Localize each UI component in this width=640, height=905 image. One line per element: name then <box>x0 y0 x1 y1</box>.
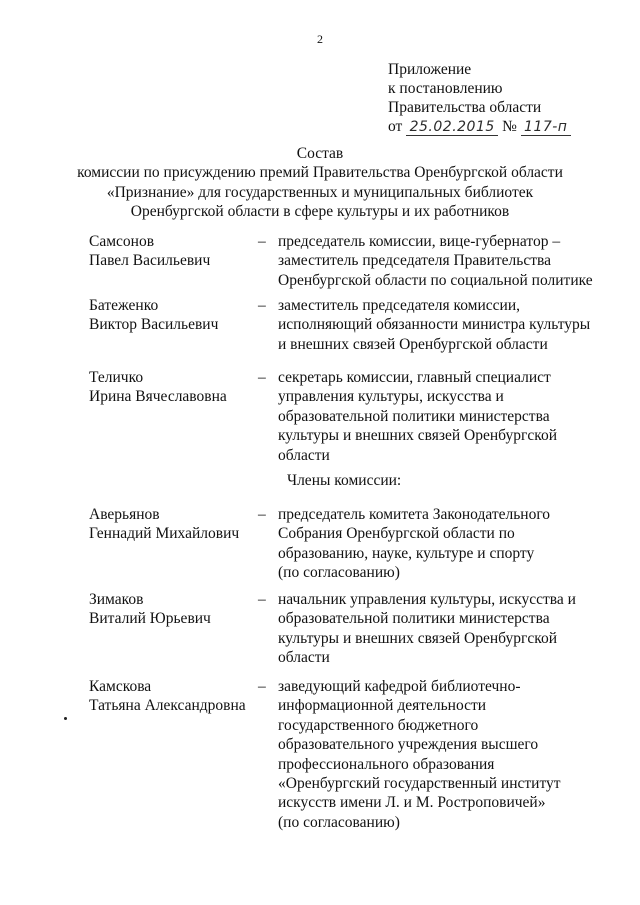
role-line: образовательного учреждения высшего <box>278 736 539 754</box>
position-description <box>278 677 608 832</box>
appendix-line-2: к постановлению <box>388 80 503 97</box>
person-name <box>89 505 239 544</box>
role-line: профессионального образования <box>278 755 495 773</box>
role-line: образованию, науке, культуре и спорту <box>278 544 535 562</box>
surname: Аверьянов <box>89 506 160 523</box>
date-prefix: от <box>388 118 403 135</box>
document-title <box>40 144 600 222</box>
members-heading: Члены комиссии: <box>287 472 402 489</box>
dash-separator: – <box>258 369 266 386</box>
dash-separator: – <box>258 506 266 523</box>
role-line: председатель комитета Законодательного <box>278 506 551 523</box>
role-line: заместитель председателя Правительства <box>278 252 552 270</box>
number-prefix: № <box>502 118 517 135</box>
role-line: начальник управления культуры, искусства и <box>278 591 576 608</box>
surname: Теличко <box>89 369 144 386</box>
scan-speck <box>64 717 67 720</box>
position-description <box>278 590 608 668</box>
role-line: заместитель председателя комиссии, <box>278 297 520 314</box>
role-line: (по согласованию) <box>278 813 400 831</box>
person-name <box>89 232 210 271</box>
role-line: искусств имени Л. и М. Ростроповичей» <box>278 794 546 812</box>
person-name <box>89 590 211 629</box>
role-line: Оренбургской области по социальной политике <box>278 271 593 289</box>
role-line: секретарь комиссии, главный специалист <box>278 369 551 386</box>
appendix-line-1: Приложение <box>388 61 472 78</box>
given-names: Павел Васильевич <box>89 252 211 270</box>
person-name <box>89 677 246 716</box>
position-description <box>278 505 608 583</box>
person-name <box>89 368 227 407</box>
appendix-date-line <box>388 117 571 136</box>
page-number: 2 <box>317 32 323 46</box>
role-line: информационной деятельности <box>278 697 487 715</box>
role-line: исполняющий обязанности министра культуры <box>278 316 591 334</box>
role-line: председатель комиссии, вице-губернатор – <box>278 233 561 250</box>
title-line-4: Оренбургской области в сфере культуры и их работников <box>130 203 510 221</box>
role-line: управления культуры, искусства и <box>278 388 504 406</box>
title-line-1: Состав <box>296 145 344 162</box>
role-line: и внешних связей Оренбургской области <box>278 335 548 353</box>
position-description <box>278 232 608 290</box>
appendix-line-3: Правительства области <box>388 99 542 116</box>
appendix-block <box>388 60 571 136</box>
position-description <box>278 296 608 354</box>
role-line: области <box>278 446 330 464</box>
surname: Зимаков <box>89 591 144 608</box>
given-names: Виктор Васильевич <box>89 316 219 334</box>
title-line-3: «Признание» для государственных и муниципальных библиотек <box>106 183 534 201</box>
given-names: Ирина Вячеславовна <box>89 388 227 406</box>
role-line: образовательной политики министерства <box>278 407 550 425</box>
position-description <box>278 368 608 465</box>
given-names: Татьяна Александровна <box>89 697 246 715</box>
given-names: Геннадий Михайлович <box>89 525 240 543</box>
person-name <box>89 296 218 335</box>
surname: Батеженко <box>89 297 159 314</box>
dash-separator: – <box>258 678 266 695</box>
role-line: Собрания Оренбургской области по <box>278 525 515 543</box>
role-line: образовательной политики министерства <box>278 610 550 628</box>
role-line: культуры и внешних связей Оренбургской <box>278 427 557 445</box>
dash-separator: – <box>258 297 266 314</box>
surname: Камскова <box>89 678 152 695</box>
title-line-2: комиссии по присуждению премий Правительства Оренбургской области <box>77 164 563 182</box>
dash-separator: – <box>258 591 266 608</box>
role-line: культуры и внешних связей Оренбургской <box>278 629 557 647</box>
dash-separator: – <box>258 233 266 250</box>
given-names: Виталий Юрьевич <box>89 610 211 628</box>
role-line: (по согласованию) <box>278 564 400 582</box>
role-line: «Оренбургский государственный институт <box>278 775 561 793</box>
surname: Самсонов <box>89 233 155 250</box>
role-line: заведующий кафедрой библиотечно- <box>278 678 521 695</box>
role-line: государственного бюджетного <box>278 716 479 734</box>
handwritten-number: 117-п <box>521 120 571 136</box>
role-line: области <box>278 649 330 667</box>
handwritten-date: 25.02.2015 <box>406 120 498 136</box>
